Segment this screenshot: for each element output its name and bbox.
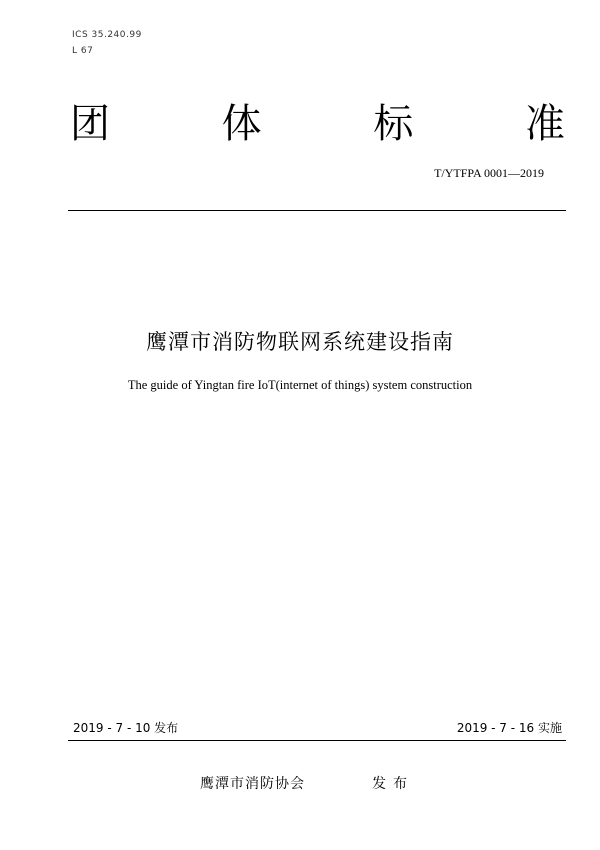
standard-type-char: 体 bbox=[221, 101, 262, 147]
issue-date: 2019 - 7 - 10 发布 bbox=[73, 721, 179, 735]
ccs-code: L 67 bbox=[72, 46, 94, 56]
document-title-en: The guide of Yingtan fire IoT(internet of things) system construction bbox=[127, 378, 473, 392]
standard-type-char: 准 bbox=[524, 101, 565, 147]
standard-number: T/YTFPA 0001—2019 bbox=[434, 166, 544, 180]
publish-label: 发布 bbox=[372, 776, 414, 792]
implement-date: 2019 - 7 - 16 实施 bbox=[456, 721, 562, 735]
top-divider bbox=[68, 210, 566, 211]
standard-type-char: 标 bbox=[373, 101, 414, 147]
bottom-divider bbox=[68, 740, 566, 741]
publisher-name: 鹰潭市消防协会 bbox=[200, 776, 305, 792]
standard-type-char: 团 bbox=[70, 101, 110, 147]
ics-code: ICS 35.240.99 bbox=[72, 30, 142, 40]
standard-type-heading bbox=[70, 100, 565, 148]
document-title-cn: 鹰潭市消防物联网系统建设指南 bbox=[146, 330, 454, 354]
